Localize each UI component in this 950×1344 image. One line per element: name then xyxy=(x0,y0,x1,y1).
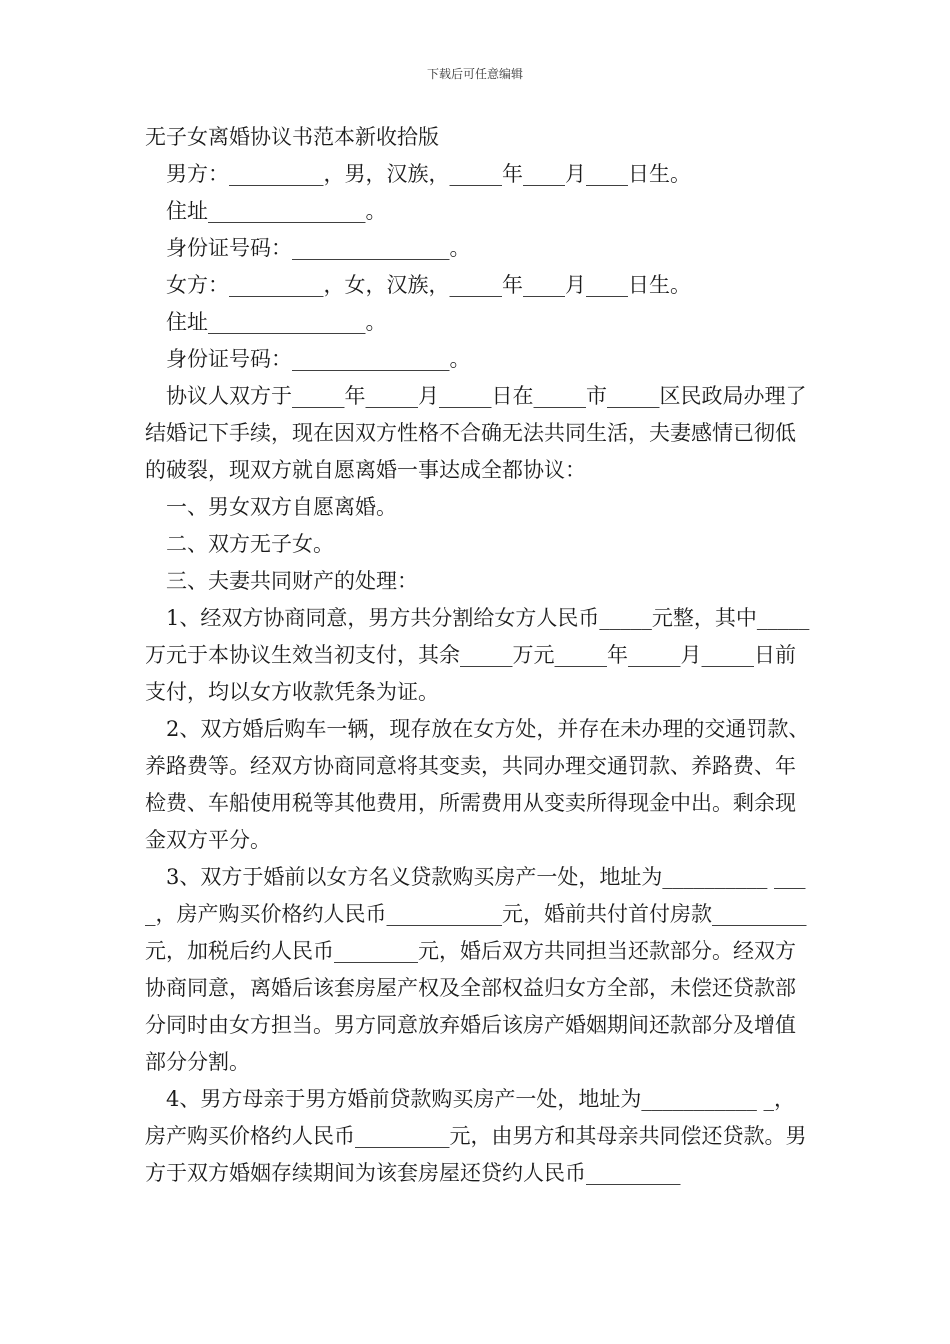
paragraph-male-id: 身份证号码：_______________。 xyxy=(166,236,471,260)
clause-3-item-3: 3、双方于婚前以女方名义贷款购买房产一处，地址为__________ ____，房产购买价格约人民币___________元，婚前共付首付房款_________元，加税后约人民币________元，婚后双方共同担当还款部分。经双方协商同意，离婚后该套房屋产权及全部权益归女方全部，未偿还贷款部分同时由女方担当。男方同意放弃婚后该房产婚姻期间还款部分及增值部分分割。 xyxy=(145,865,807,1074)
paragraph-male-party: 男方：_________，男，汉族，_____年____月____日生。 xyxy=(166,162,691,186)
clause-2: 二、双方无子女。 xyxy=(166,532,334,556)
document-title: 无子女离婚协议书范本新收拾版 xyxy=(145,125,439,149)
document-body xyxy=(145,119,810,1192)
clause-1: 一、男女双方自愿离婚。 xyxy=(166,495,397,519)
paragraph-male-address: 住址_______________。 xyxy=(166,199,387,223)
paragraph-female-address: 住址_______________。 xyxy=(166,310,387,334)
paragraph-agreement-intro: 协议人双方于_____年_____月_____日在_____市_____区民政局办理了结婚记下手续，现在因双方性格不合确无法共同生活，夫妻感情已彻低的破裂，现双方就自愿离婚一事达成全都协议： xyxy=(145,384,807,482)
clause-3-item-4: 4、男方母亲于男方婚前贷款购买房产一处，地址为___________ _，房产购买价格约人民币_________元，由男方和其母亲共同偿还贷款。男方于双方婚姻存续期间为该套房屋还贷约人民币_________ xyxy=(145,1087,807,1185)
paragraph-female-party: 女方：_________，女，汉族，_____年____月____日生。 xyxy=(166,273,691,297)
paragraph-female-id: 身份证号码：_______________。 xyxy=(166,347,471,371)
clause-3-item-1: 1、经双方协商同意，男方共分割给女方人民币_____元整，其中_____万元于本协议生效当初支付，其余_____万元_____年_____月_____日前支付，均以女方收款凭条为证。 xyxy=(145,606,810,704)
page-header: 下载后可任意编辑 xyxy=(426,67,523,81)
clause-3-item-2: 2、双方婚后购车一辆，现存放在女方处，并存在未办理的交通罚款、养路费等。经双方协商同意将其变卖，共同办理交通罚款、养路费、年检费、车船使用税等其他费用，所需费用从变卖所得现金中出。剩余现金双方平分。 xyxy=(145,717,810,852)
clause-3: 三、夫妻共同财产的处理： xyxy=(166,569,418,593)
